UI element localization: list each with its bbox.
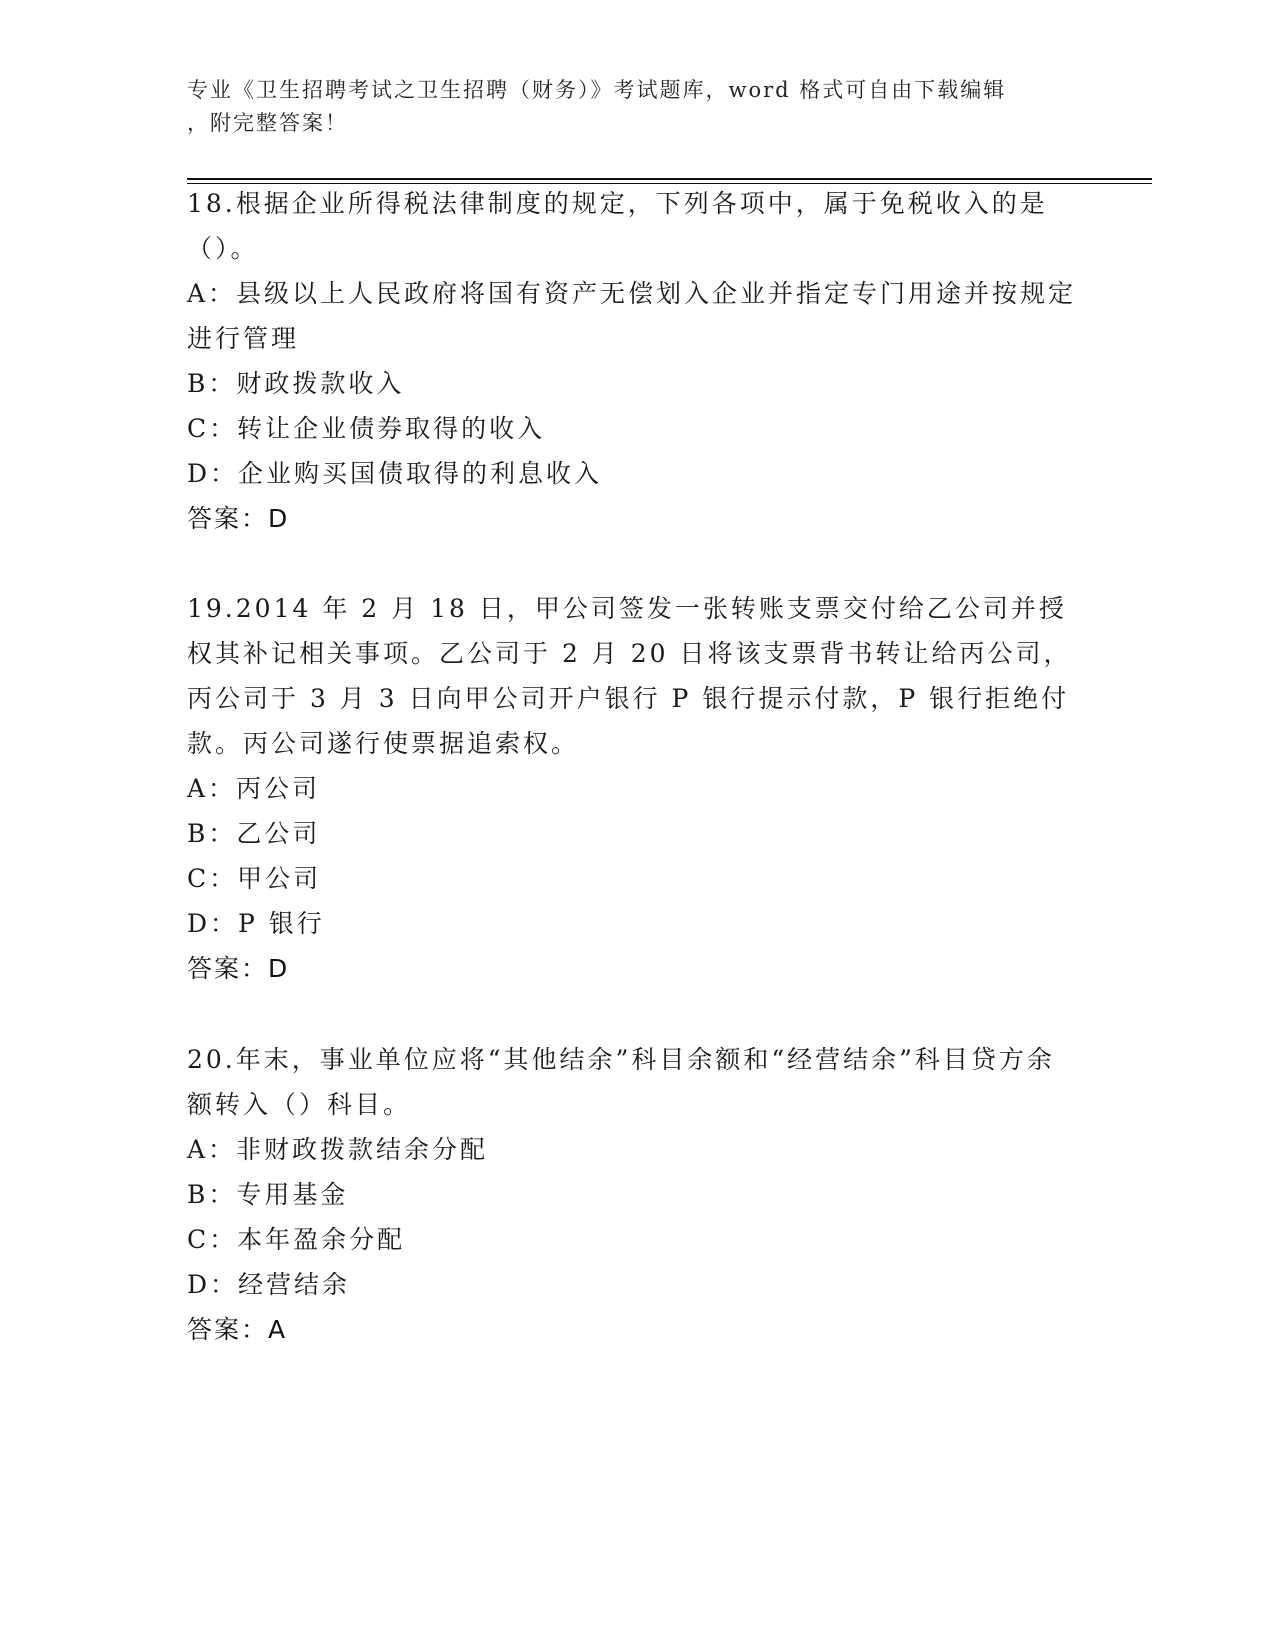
answer: 答案：D [187, 504, 290, 533]
option-b: B：专用基金 [187, 1180, 349, 1209]
question-stem: 20.年末，事业单位应将“其他结余”科目余额和“经营结余”科目贷方余额转入（）科目。 [187, 1045, 1055, 1119]
document-header [187, 74, 1067, 140]
option-b: B：财政拨款收入 [187, 369, 405, 398]
question-20 [187, 1037, 1077, 1352]
option-d: D：P 银行 [187, 909, 325, 938]
question-stem: 18.根据企业所得税法律制度的规定，下列各项中，属于免税收入的是（）。 [187, 189, 1048, 263]
answer: 答案：D [187, 954, 290, 983]
option-b: B：乙公司 [187, 819, 321, 848]
header-line-1: 专业《卫生招聘考试之卫生招聘（财务）》考试题库，word 格式可自由下载编辑 [187, 78, 1007, 102]
option-c: C：转让企业债券取得的收入 [187, 414, 546, 443]
question-18 [187, 181, 1077, 541]
question-stem: 19.2014 年 2 月 18 日，甲公司签发一张转账支票交付给乙公司并授权其补记相关事项。乙公司于 2 月 20 日将该支票背书转让给丙公司，丙公司于 3 月 3 日向甲公司开户银行 P 银行提示付款，P 银行拒绝付款。丙公司遂行使票据追索权。 [187, 594, 1072, 758]
option-a: A：非财政拨款结余分配 [187, 1135, 489, 1164]
option-d: D：企业购买国债取得的利息收入 [187, 459, 603, 488]
option-c: C：本年盈余分配 [187, 1225, 406, 1254]
option-a: A：县级以上人民政府将国有资产无偿划入企业并指定专门用途并按规定进行管理 [187, 279, 1077, 353]
header-line-2: ，附完整答案！ [187, 111, 348, 135]
option-c: C：甲公司 [187, 864, 322, 893]
answer: 答案：A [187, 1315, 288, 1344]
header-divider-thick [187, 178, 1152, 180]
option-a: A：丙公司 [187, 774, 321, 803]
question-19 [187, 586, 1077, 991]
option-d: D：经营结余 [187, 1270, 351, 1299]
